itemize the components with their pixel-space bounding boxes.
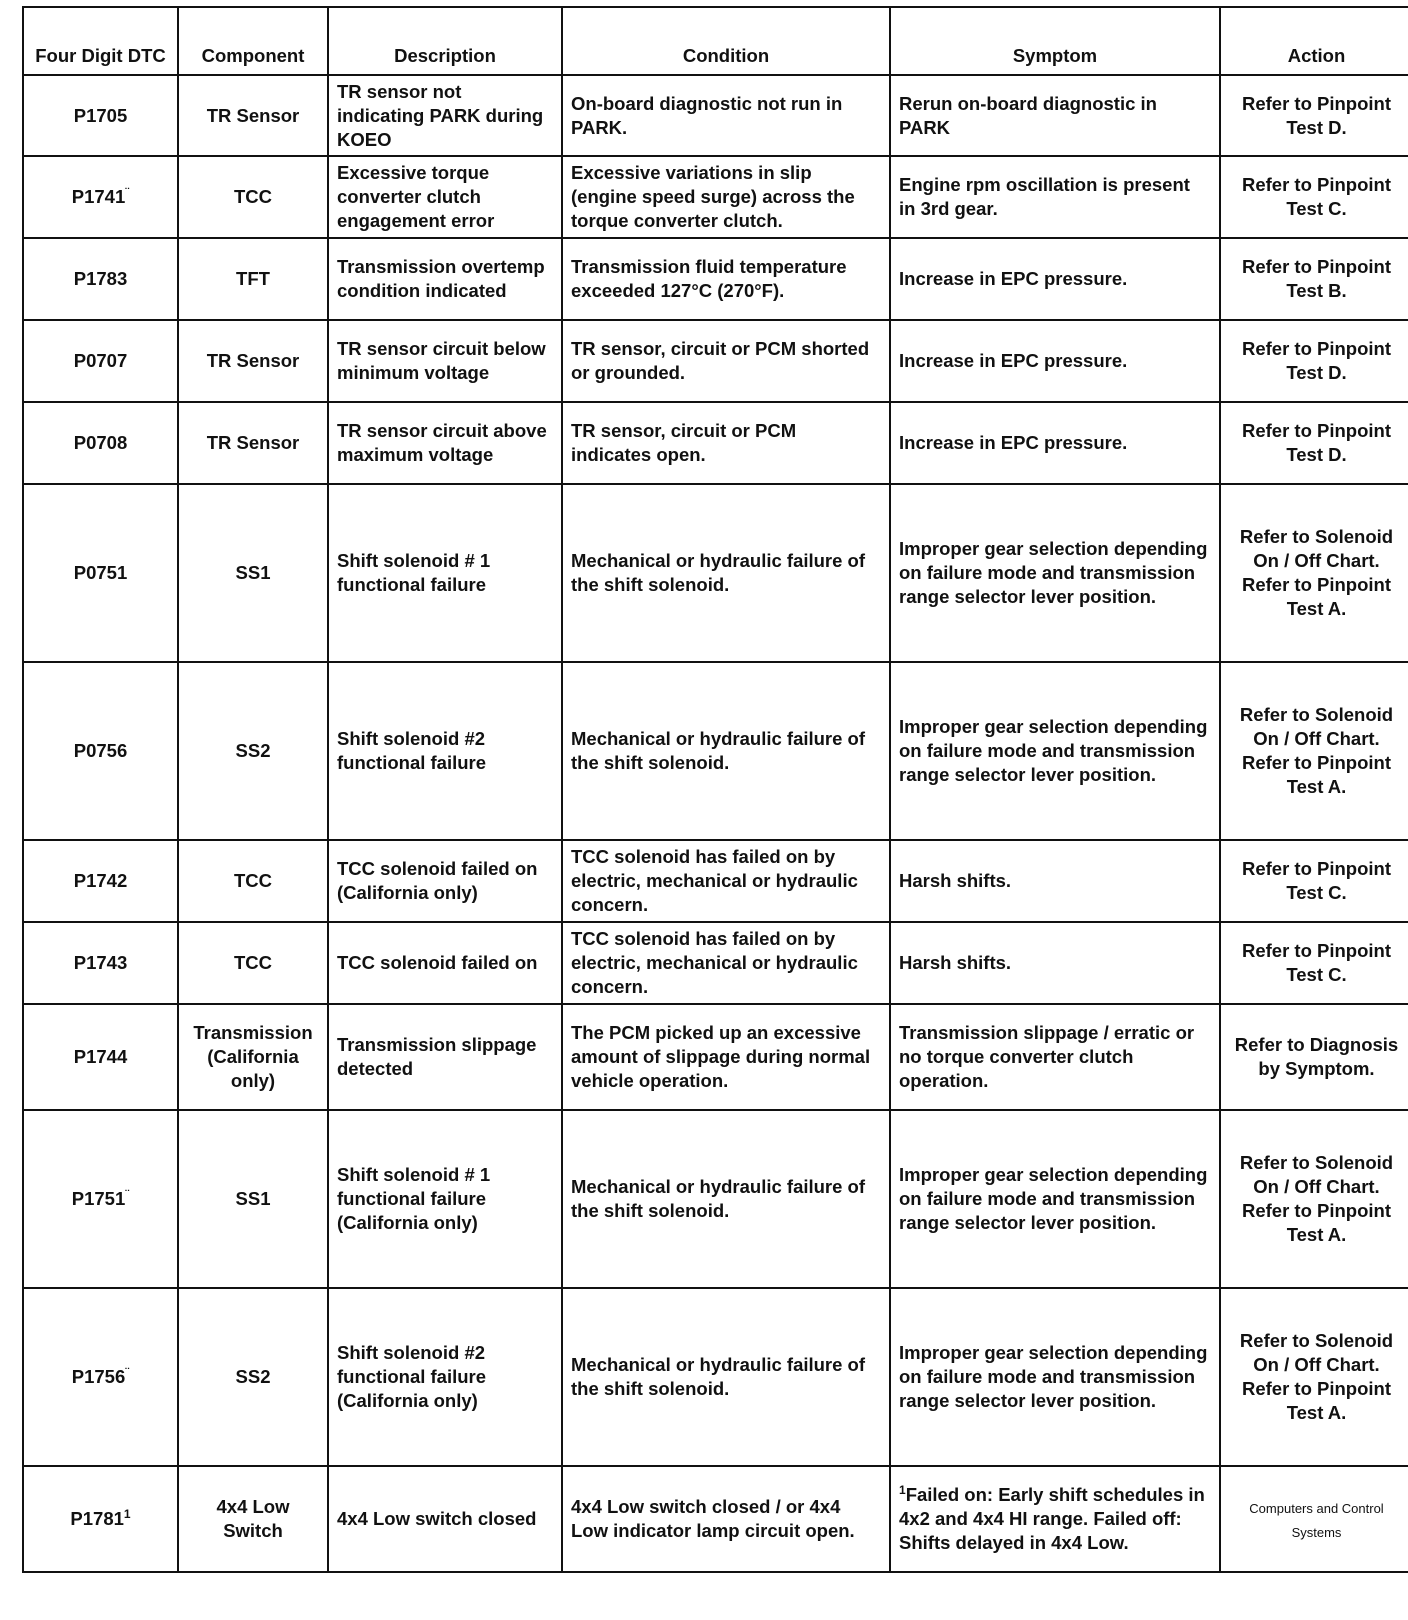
- symptom-cell: Improper gear selection depending on failure mode and transmission range selector lever position.: [890, 1288, 1220, 1466]
- action-cell: Refer to Solenoid On / Off Chart. Refer to Pinpoint Test A.: [1220, 484, 1408, 662]
- action-cell: Refer to Pinpoint Test C.: [1220, 156, 1408, 238]
- action-cell: Refer to Solenoid On / Off Chart. Refer to Pinpoint Test A.: [1220, 1110, 1408, 1288]
- condition-cell: Mechanical or hydraulic failure of the shift solenoid.: [562, 1110, 890, 1288]
- symptom-cell: Harsh shifts.: [890, 922, 1220, 1004]
- symptom-cell: Improper gear selection depending on failure mode and transmission range selector lever position.: [890, 662, 1220, 840]
- dtc-cell: P0756: [23, 662, 178, 840]
- action-cell: Refer to Pinpoint Test B.: [1220, 238, 1408, 320]
- table-row: [23, 840, 1408, 922]
- header-action: Action: [1220, 7, 1408, 75]
- description-cell: Shift solenoid # 1 functional failure (California only): [328, 1110, 562, 1288]
- dtc-cell: P1781$^1$: [23, 1466, 178, 1572]
- component-cell: 4x4 Low Switch: [178, 1466, 328, 1572]
- table-row: [23, 402, 1408, 484]
- header-row: [23, 7, 1408, 75]
- table-row: [23, 1004, 1408, 1110]
- action-cell: Refer to Solenoid On / Off Chart. Refer to Pinpoint Test A.: [1220, 662, 1408, 840]
- condition-cell: TR sensor, circuit or PCM indicates open.: [562, 402, 890, 484]
- dtc-mark: ¨: [125, 184, 130, 199]
- table-row: [23, 1466, 1408, 1572]
- dtc-cell: P1744: [23, 1004, 178, 1110]
- symptom-cell: Increase in EPC pressure.: [890, 320, 1220, 402]
- dtc-mark: ¨: [125, 1364, 130, 1379]
- action-cell: Refer to Pinpoint Test C.: [1220, 922, 1408, 1004]
- symptom-cell: Transmission slippage / erratic or no torque converter clutch operation.: [890, 1004, 1220, 1110]
- symptom-cell: Increase in EPC pressure.: [890, 402, 1220, 484]
- table-row: [23, 484, 1408, 662]
- action-cell: Refer to Solenoid On / Off Chart. Refer to Pinpoint Test A.: [1220, 1288, 1408, 1466]
- dtc-cell: P1756¨: [23, 1288, 178, 1466]
- component-cell: Transmission (California only): [178, 1004, 328, 1110]
- dtc-mark: 1: [123, 1506, 131, 1521]
- header-component: Component: [178, 7, 328, 75]
- action-cell: Refer to Pinpoint Test D.: [1220, 402, 1408, 484]
- action-cell: Refer to Pinpoint Test C.: [1220, 840, 1408, 922]
- condition-cell: On-board diagnostic not run in PARK.: [562, 75, 890, 156]
- description-cell: TCC solenoid failed on: [328, 922, 562, 1004]
- description-cell: Shift solenoid #2 functional failure: [328, 662, 562, 840]
- component-cell: SS1: [178, 484, 328, 662]
- symptom-cell: $^1$Failed on: Early shift schedules in 4x2 and 4x4 HI range. Failed off: Shifts delayed in 4x4 Low.: [890, 1466, 1220, 1572]
- dtc-cell: P1742: [23, 840, 178, 922]
- action-cell: Refer to Pinpoint Test D.: [1220, 75, 1408, 156]
- description-cell: Transmission slippage detected: [328, 1004, 562, 1110]
- dtc-cell: P0707: [23, 320, 178, 402]
- header-symptom: Symptom: [890, 7, 1220, 75]
- component-cell: TCC: [178, 156, 328, 238]
- table-row: [23, 662, 1408, 840]
- description-cell: TCC solenoid failed on (California only): [328, 840, 562, 922]
- condition-cell: Excessive variations in slip (engine speed surge) across the torque converter clutch.: [562, 156, 890, 238]
- footnote-mark: 1: [899, 1482, 906, 1497]
- component-cell: SS2: [178, 1288, 328, 1466]
- dtc-cell: P0708: [23, 402, 178, 484]
- condition-cell: Transmission fluid temperature exceeded 127°C (270°F).: [562, 238, 890, 320]
- condition-cell: TCC solenoid has failed on by electric, mechanical or hydraulic concern.: [562, 922, 890, 1004]
- symptom-cell: Engine rpm oscillation is present in 3rd gear.: [890, 156, 1220, 238]
- header-description: Description: [328, 7, 562, 75]
- symptom-cell: Increase in EPC pressure.: [890, 238, 1220, 320]
- condition-cell: 4x4 Low switch closed / or 4x4 Low indicator lamp circuit open.: [562, 1466, 890, 1572]
- component-cell: TR Sensor: [178, 75, 328, 156]
- dtc-mark: ¨: [125, 1186, 130, 1201]
- symptom-cell: Rerun on-board diagnostic in PARK: [890, 75, 1220, 156]
- table-row: [23, 238, 1408, 320]
- condition-cell: Mechanical or hydraulic failure of the shift solenoid.: [562, 484, 890, 662]
- symptom-cell: Improper gear selection depending on failure mode and transmission range selector lever position.: [890, 484, 1220, 662]
- description-cell: 4x4 Low switch closed: [328, 1466, 562, 1572]
- action-cell: Refer to Diagnosis by Symptom.: [1220, 1004, 1408, 1110]
- condition-cell: The PCM picked up an excessive amount of slippage during normal vehicle operation.: [562, 1004, 890, 1110]
- dtc-table: [22, 6, 1408, 1573]
- component-cell: SS1: [178, 1110, 328, 1288]
- table-row: [23, 922, 1408, 1004]
- condition-cell: TCC solenoid has failed on by electric, mechanical or hydraulic concern.: [562, 840, 890, 922]
- condition-cell: TR sensor, circuit or PCM shorted or grounded.: [562, 320, 890, 402]
- component-cell: TCC: [178, 922, 328, 1004]
- description-cell: Shift solenoid #2 functional failure (California only): [328, 1288, 562, 1466]
- table-row: [23, 75, 1408, 156]
- component-cell: TR Sensor: [178, 320, 328, 402]
- table-row: [23, 320, 1408, 402]
- dtc-cell: P0751: [23, 484, 178, 662]
- description-cell: TR sensor not indicating PARK during KOEO: [328, 75, 562, 156]
- dtc-cell: P1741¨: [23, 156, 178, 238]
- symptom-cell: Improper gear selection depending on failure mode and transmission range selector lever position.: [890, 1110, 1220, 1288]
- component-cell: SS2: [178, 662, 328, 840]
- dtc-cell: P1751¨: [23, 1110, 178, 1288]
- dtc-cell: P1743: [23, 922, 178, 1004]
- condition-cell: Mechanical or hydraulic failure of the shift solenoid.: [562, 662, 890, 840]
- header-dtc: Four Digit DTC: [23, 7, 178, 75]
- action-cell: Refer to Pinpoint Test D.: [1220, 320, 1408, 402]
- condition-cell: Mechanical or hydraulic failure of the shift solenoid.: [562, 1288, 890, 1466]
- description-cell: TR sensor circuit above maximum voltage: [328, 402, 562, 484]
- component-cell: TFT: [178, 238, 328, 320]
- dtc-cell: P1705: [23, 75, 178, 156]
- description-cell: Transmission overtemp condition indicated: [328, 238, 562, 320]
- symptom-cell: Harsh shifts.: [890, 840, 1220, 922]
- table-row: [23, 1288, 1408, 1466]
- description-cell: Excessive torque converter clutch engagement error: [328, 156, 562, 238]
- description-cell: Shift solenoid # 1 functional failure: [328, 484, 562, 662]
- component-cell: TCC: [178, 840, 328, 922]
- dtc-cell: P1783: [23, 238, 178, 320]
- description-cell: TR sensor circuit below minimum voltage: [328, 320, 562, 402]
- table-row: [23, 156, 1408, 238]
- table-row: [23, 1110, 1408, 1288]
- header-condition: Condition: [562, 7, 890, 75]
- action-cell: Computers and Control Systems: [1220, 1466, 1408, 1572]
- component-cell: TR Sensor: [178, 402, 328, 484]
